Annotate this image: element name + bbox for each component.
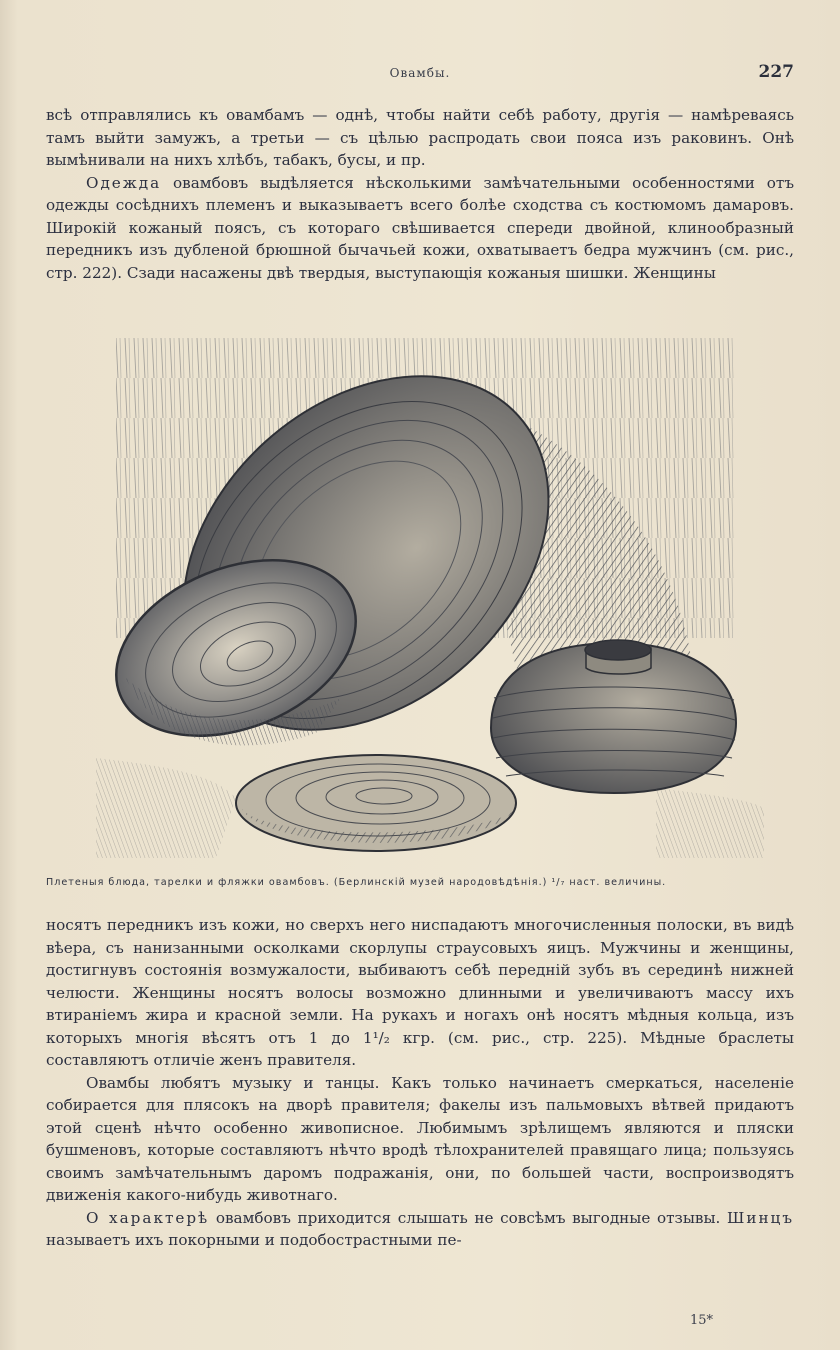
figure-caption: Плетеныя блюда, тарелки и фляжки овамбовъ. (Берлинскій музей народовѣдѣнія.) ¹/₇ наст. величины. — [46, 877, 667, 888]
text-block-top — [46, 104, 794, 284]
author-name: Шинцъ — [726, 1208, 794, 1227]
ground-shading-right — [656, 788, 764, 858]
running-head: Овамбы. — [389, 66, 451, 80]
paragraph-text: овамбовъ выдѣляется нѣсколькими замѣчательными особенностями отъ одежды сосѣднихъ племенъ и выказываетъ всего болѣе сходства съ костюмомъ дамаровъ. Широкій кожаный поясъ, съ котораго свѣшивается спереди двойной, клинообразный передникъ изъ дубленой брюшной бычачьей кожи, охватываетъ бедра мужчинъ (см. рис., стр. 222). Сзади насажены двѣ твердыя, выступающія кожаныя шишки. Женщины — [46, 173, 794, 282]
illustration-woven-baskets — [96, 338, 764, 866]
emphasis-word: Одежда — [86, 173, 162, 192]
emphasis-phrase: О характерѣ — [86, 1208, 210, 1227]
paragraph-4: Овамбы любятъ музыку и танцы. Какъ только начинаетъ смеркаться, населеніе собирается для плясокъ на дворѣ правителя; факелы изъ пальмовыхъ вѣтвей придаютъ этой сценѣ нѣчто особенно живописное. Любимымъ зрѣлищемъ являются и пляски бушменовъ, которые составляютъ нѣчто вродѣ тѣлохранителей правящаго лица; пользуясь своимъ замѣчательнымъ даромъ подражанія, они, по большей части, воспроизводятъ движенія какого-нибудь животнаго. — [46, 1073, 794, 1204]
text-block-bottom — [46, 914, 794, 1252]
paragraph-3: носятъ передникъ изъ кожи, но сверхъ него ниспадаютъ многочисленныя полоски, въ видѣ вѣера, съ нанизанными осколками скорлупы страусовыхъ яицъ. Мужчины и женщины, достигнувъ состоянія возмужалости, выбиваютъ себѣ передній зубъ въ серединѣ нижней челюсти. Женщины носятъ волосы возможно длинными и увеличиваютъ массу ихъ втираніемъ жира и красной земли. На рукахъ и ногахъ онѣ носятъ мѣдныя кольца, изъ которыхъ многія вѣсятъ отъ 1 до 1¹/₂ кгр. (см. рис., стр. 225). Мѣдные браслеты составляютъ отличіе женъ правителя. — [46, 916, 794, 1069]
flat-plate — [236, 755, 516, 851]
paragraph-1: всѣ отправлялись къ овамбамъ — однѣ, чтобы найти себѣ работу, другія — намѣреваясь тамъ выйти замужъ, а третьи — съ цѣлью распродать свои пояса изъ раковинъ. Онѣ вымѣнивали на нихъ хлѣбъ, табакъ, бусы, и пр. — [46, 106, 794, 169]
signature-mark: 15* — [690, 1313, 714, 1328]
paragraph-text: называетъ ихъ покорными и подобострастными пе- — [46, 1231, 462, 1249]
paragraph-5 — [46, 1207, 794, 1252]
page-header — [46, 62, 794, 90]
paragraph-2 — [46, 172, 794, 285]
ground-shading — [96, 758, 236, 858]
page-number: 227 — [758, 62, 794, 82]
engraving-image — [96, 338, 764, 866]
paragraph-text: овамбовъ приходится слышать не совсѣмъ выгодные отзывы. — [209, 1208, 727, 1227]
woven-flask — [491, 640, 736, 793]
